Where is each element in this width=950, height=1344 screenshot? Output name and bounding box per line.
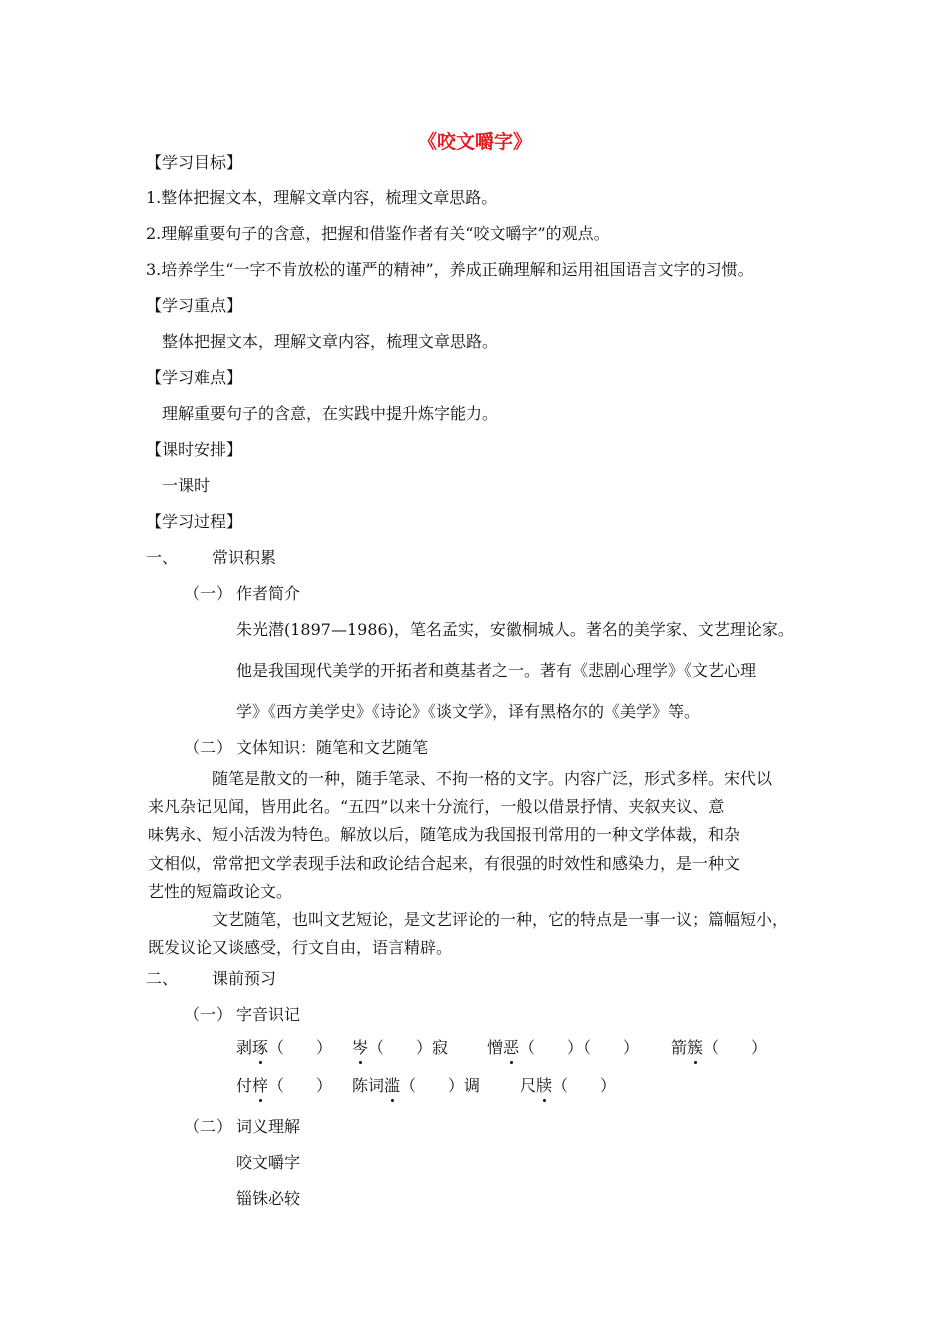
goals-heading: 【学习目标】 <box>146 153 243 172</box>
answer-blank[interactable]: （ ） <box>268 1038 333 1057</box>
goal-item-1: 1.整体把握文本，理解文章内容，梳理文章思路。 <box>146 188 498 207</box>
char: 付 <box>236 1076 253 1095</box>
pronunciation-item-4 <box>671 1038 767 1058</box>
answer-blank[interactable]: （ ） <box>400 1076 465 1095</box>
vocab-item-1: 咬文嚼字 <box>236 1153 301 1172</box>
essay-para-2-line-1: 文艺随笔，也叫文艺短论，是文艺评论的一种，它的特点是一事一议；篇幅短小， <box>212 910 789 929</box>
section-1-label: 常识积累 <box>212 548 277 567</box>
essay-para-1-line-4: 文相似，常常把文学表现手法和政论结合起来，有很强的时效性和感染力，是一种文 <box>148 854 741 873</box>
schedule-heading: 【课时安排】 <box>146 440 243 459</box>
section-2-label: 课前预习 <box>212 969 277 988</box>
difficulties-heading: 【学习难点】 <box>146 368 243 387</box>
sub-2-2-label: 词义理解 <box>236 1117 301 1136</box>
dotted-char: 梓 <box>252 1076 269 1095</box>
answer-blank[interactable]: （ ） <box>268 1076 333 1095</box>
section-1-number: 一、 <box>146 548 179 567</box>
vocab-item-2: 锱铢必较 <box>236 1189 301 1208</box>
sub-2-1-label: 字音识记 <box>236 1005 301 1024</box>
difficulties-text: 理解重要句子的含意，在实践中提升炼字能力。 <box>162 404 499 423</box>
char: 调 <box>464 1076 481 1095</box>
dotted-char: 牍 <box>536 1076 553 1095</box>
document-title: 《咬文嚼字》 <box>417 131 532 153</box>
char: 尺 <box>520 1076 537 1095</box>
dotted-char: 滥 <box>384 1076 401 1095</box>
essay-para-2-line-2: 既发议论又谈感受，行文自由，语言精辟。 <box>148 938 453 957</box>
dotted-char: 簇 <box>687 1038 704 1057</box>
sub-2-2-number: （二） <box>184 1117 233 1136</box>
sub-1-1-label: 作者简介 <box>236 584 301 603</box>
goal-item-3: 3.培养学生“一字不肯放松的谨严的精神”，养成正确理解和运用祖国语言文字的习惯。 <box>146 260 754 279</box>
essay-para-1-line-1: 随笔是散文的一种，随手笔录、不拘一格的文字。内容广泛，形式多样。宋代以 <box>212 769 773 788</box>
section-2-number: 二、 <box>146 969 179 988</box>
sub-1-1-number: （一） <box>184 584 233 603</box>
essay-para-1-line-5: 艺性的短篇政论文。 <box>148 882 293 901</box>
pronunciation-item-3 <box>487 1038 639 1058</box>
schedule-text: 一课时 <box>162 476 211 495</box>
key-points-heading: 【学习重点】 <box>146 296 243 315</box>
char: 箭 <box>671 1038 688 1057</box>
author-bio-line-2: 他是我国现代美学的开拓者和奠基者之一。著有《悲剧心理学》《文艺心理 <box>236 661 757 680</box>
dotted-char: 岑 <box>352 1038 369 1057</box>
sub-1-2-label: 文体知识：随笔和文艺随笔 <box>236 738 429 757</box>
sub-1-2-number: （二） <box>184 738 233 757</box>
char: 寂 <box>432 1038 449 1057</box>
pronunciation-item-7 <box>520 1076 616 1096</box>
pronunciation-item-5 <box>236 1076 332 1096</box>
essay-para-1-line-3: 味隽永、短小活泼为特色。解放以后，随笔成为我国报刊常用的一种文学体裁，和杂 <box>148 825 741 844</box>
char: 憎 <box>487 1038 504 1057</box>
answer-blank[interactable]: （ ） <box>368 1038 433 1057</box>
char: 剥 <box>236 1038 253 1057</box>
pronunciation-item-2 <box>352 1038 448 1058</box>
dotted-char: 恶 <box>503 1038 520 1057</box>
dotted-char: 琢 <box>252 1038 269 1057</box>
process-heading: 【学习过程】 <box>146 512 243 531</box>
pronunciation-item-6 <box>352 1076 480 1096</box>
char: 陈词 <box>352 1076 385 1095</box>
answer-blank[interactable]: （ ） <box>703 1038 768 1057</box>
key-points-text: 整体把握文本，理解文章内容，梳理文章思路。 <box>162 332 499 351</box>
pronunciation-item-1 <box>236 1038 332 1058</box>
goal-item-2: 2.理解重要句子的含意，把握和借鉴作者有关“咬文嚼字”的观点。 <box>146 224 610 243</box>
sub-2-1-number: （一） <box>184 1005 233 1024</box>
author-bio-line-3: 学》《西方美学史》《诗论》《谈文学》，译有黑格尔的《美学》等。 <box>236 702 701 721</box>
author-bio-line-1: 朱光潜(1897—1986)，笔名孟实，安徽桐城人。著名的美学家、文艺理论家。 <box>236 620 794 639</box>
answer-blank[interactable]: （ ） <box>583 1038 640 1057</box>
answer-blank[interactable]: （ ） <box>519 1038 584 1057</box>
essay-para-1-line-2: 来凡杂记见闻，皆用此名。“五四”以来十分流行，一般以借景抒情、夹叙夹议、意 <box>148 797 725 816</box>
answer-blank[interactable]: （ ） <box>552 1076 617 1095</box>
